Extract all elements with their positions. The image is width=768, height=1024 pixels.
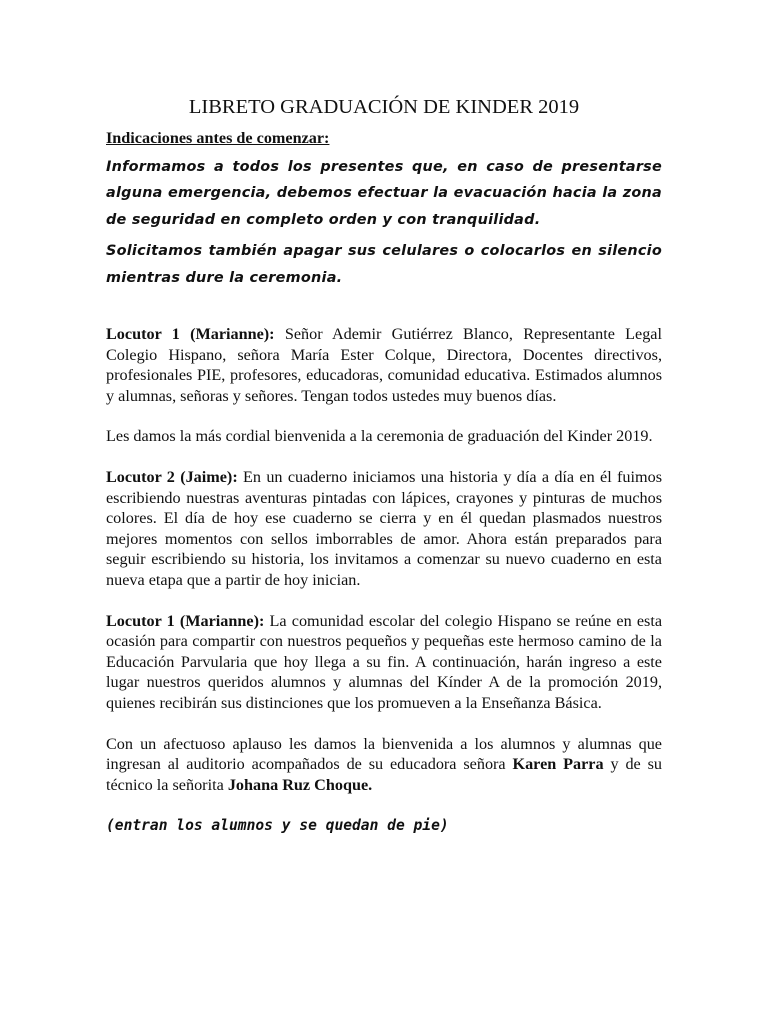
speaker-paragraph-jaime <box>106 467 662 591</box>
speaker-label: Locutor 1 (Marianne): <box>106 325 275 344</box>
speaker-label: Locutor 2 (Jaime): <box>106 468 238 487</box>
paragraph-text: En un cuaderno iniciamos una historia y día a día en él fuimos escribiendo nuestras aventuras pintadas con lápices, crayones y pinturas de muchos colores. El día de hoy ese cuaderno se cierra y en él quedan plasmados nuestros mejores momentos con sellos imborrables de amor. Ahora están preparados para seguir escribiendo su historia, los invitamos a comenzar su nuevo cuaderno en esta nueva etapa que a partir de hoy inician. <box>106 468 662 590</box>
stage-direction: (entran los alumnos y se quedan de pie) <box>106 817 449 835</box>
educator-name: Karen Parra <box>512 755 604 774</box>
document-title: LIBRETO GRADUACIÓN DE KINDER 2019 <box>188 96 580 118</box>
technician-name: Johana Ruz Choque. <box>227 775 373 794</box>
phone-notice: Solicitamos también apagar sus celulares o colocarlos en silencio mientras dure la ceremonia. <box>106 243 662 286</box>
welcome-paragraph: Les damos la más cordial bienvenida a la ceremonia de graduación del Kinder 2019. <box>106 427 653 446</box>
speaker-paragraph-marianne-intro <box>106 324 662 406</box>
speaker-label: Locutor 1 (Marianne): <box>106 611 265 630</box>
instructions-heading: Indicaciones antes de comenzar: <box>106 129 330 147</box>
speaker-paragraph-marianne-community <box>106 611 662 714</box>
paragraph-text: Señor Ademir Gutiérrez Blanco, Representante Legal Colegio Hispano, señora María Ester Colque, Directora, Docentes directivos, profesionales PIE, profesores, educadoras, comunidad educativa. Estimados alumnos y alumnas, señoras y señores. Tengan todos ustedes muy buenos días. <box>106 325 662 405</box>
paragraph-text: La comunidad escolar del colegio Hispano se reúne en esta ocasión para compartir con nuestros pequeños y pequeñas este hermoso camino de la Educación Parvularia que hoy llega a su fin. A continuación, harán ingreso a este lugar nuestros queridos alumnos y alumnas del Kínder A de la promoción 2019, quienes recibirán sus distinciones que los promueven a la Enseñanza Básica. <box>106 611 662 712</box>
paragraph-text-middle: y de su técnico la señorita <box>106 755 662 794</box>
applause-paragraph <box>106 734 662 796</box>
document-page <box>106 94 662 852</box>
paragraph-text-start: Con un afectuoso aplauso les damos la bienvenida a los alumnos y alumnas que ingresan al auditorio acompañados de su educadora señora <box>106 734 662 774</box>
emergency-notice: Informamos a todos los presentes que, en caso de presentarse alguna emergencia, debemos efectuar la evacuación hacia la zona de seguridad en completo orden y con tranquilidad. <box>106 158 662 228</box>
